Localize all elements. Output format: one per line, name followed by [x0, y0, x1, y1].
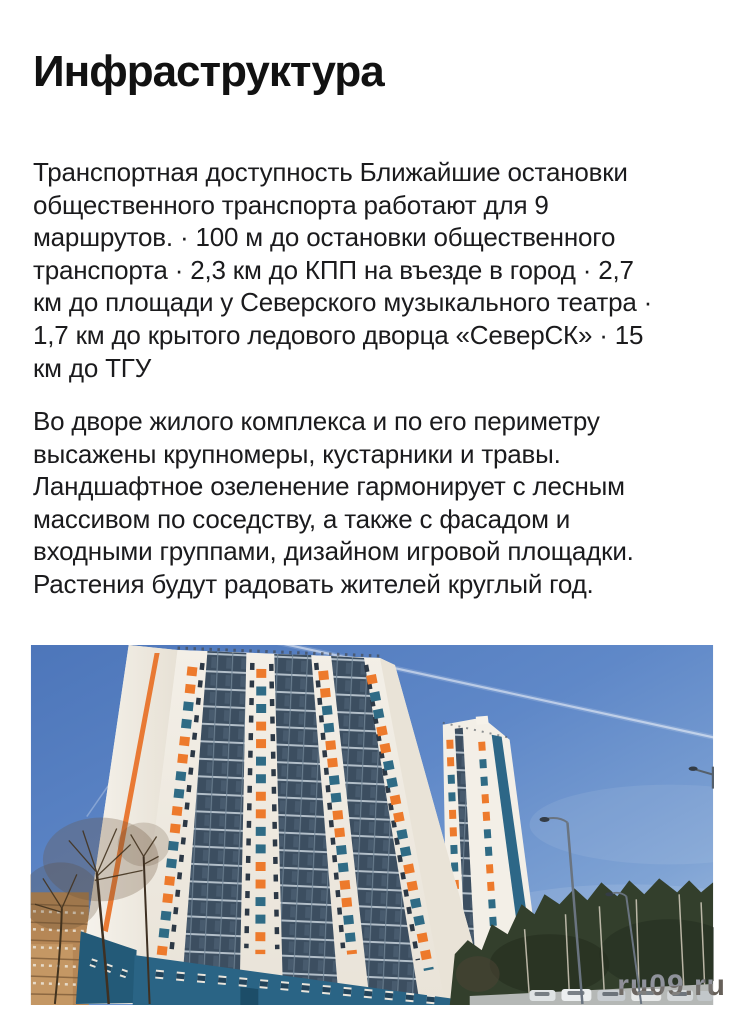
text-line: Транспортная доступность Ближайшие остановки	[33, 157, 628, 187]
building-photo	[30, 645, 726, 1005]
text-line: км до ТГУ	[33, 352, 152, 383]
text-line: маршрутов. · 100 м до остановки общественного	[33, 222, 616, 253]
text-line: входными группами, дизайном игровой площадки.	[33, 536, 634, 567]
text-line: Растения будут радовать жителей круглый год.	[33, 568, 594, 599]
text-line: Ландшафтное озеленение гармонирует с лесным	[33, 471, 625, 502]
page-title: Инфраструктура	[33, 47, 384, 96]
text-line: общественного транспорта работают для 9	[33, 189, 549, 220]
photo-watermark: ru09.ru	[617, 969, 726, 1002]
text-line: высажены крупномеры, кустарники и травы.	[33, 438, 561, 469]
text-line: Во дворе жилого комплекса и по его периметру	[33, 406, 600, 436]
paragraph-transport	[33, 156, 652, 384]
text-line: км до площади у Северского музыкального театра ·	[33, 287, 653, 318]
paragraph-landscaping	[33, 405, 634, 601]
text-line: 1,7 км до крытого ледового дворца «СеверСК» · 15	[33, 319, 644, 350]
text-line: массивом по соседству, а также с фасадом и	[33, 503, 571, 534]
text-line: транспорта · 2,3 км до КПП на въезде в город · 2,7	[33, 254, 634, 285]
